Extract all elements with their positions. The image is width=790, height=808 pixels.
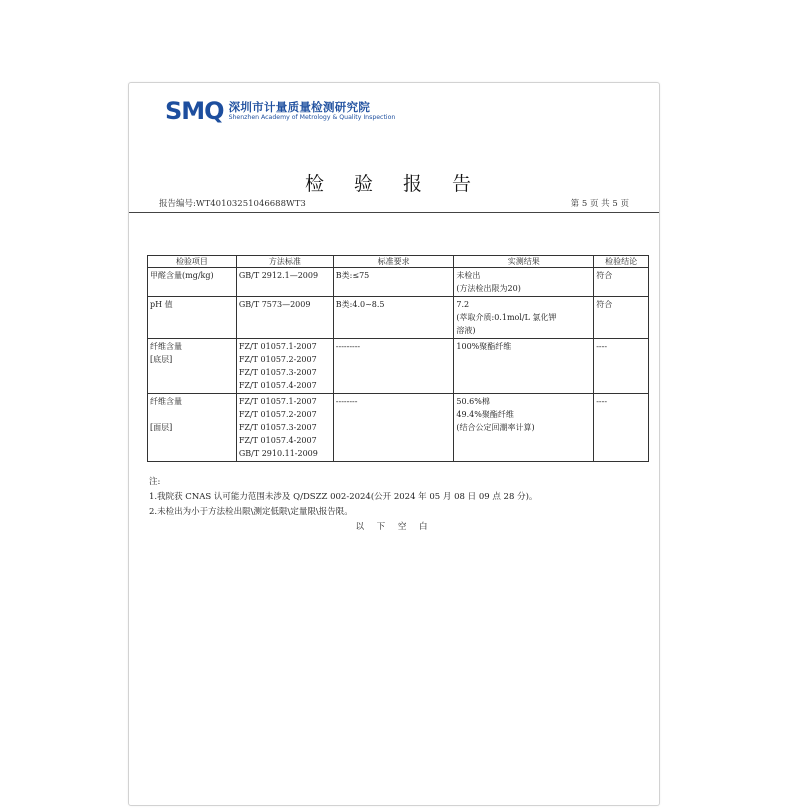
cell-line: 甲醛含量(mg/kg) xyxy=(150,271,214,280)
cell-line: 未检出 xyxy=(456,271,481,280)
test-item-cell xyxy=(148,339,237,394)
logo-text xyxy=(229,101,396,122)
column-header: 标准要求 xyxy=(333,256,454,268)
logo-mark: SMQ xyxy=(165,97,224,125)
institute-name-en: Shenzhen Academy of Metrology & Quality Inspection xyxy=(228,113,396,121)
page-indicator: 第 5 页 共 5 页 xyxy=(570,199,629,209)
column-header: 方法标准 xyxy=(236,256,333,268)
requirement-cell xyxy=(333,339,454,394)
method-standard-cell xyxy=(236,268,333,297)
cell-line: FZ/T 01057.4-2007 xyxy=(238,436,317,445)
note-line: 1.我院获 CNAS 认可能力范围未涉及 Q/DSZZ 002-2024(公开 2024 年 05 月 08 日 09 点 28 分)。 xyxy=(149,492,538,502)
cell-line: FZ/T 01057.3-2007 xyxy=(238,423,317,432)
table-row xyxy=(148,339,649,394)
cell-line: FZ/T 01057.1-2007 xyxy=(238,342,317,351)
cell-line: FZ/T 01057.1-2007 xyxy=(238,397,317,406)
cell-line: GB/T 2912.1—2009 xyxy=(238,271,319,280)
test-item-cell xyxy=(148,297,237,339)
cell-line: 纤维含量 xyxy=(150,342,182,351)
note-line: 2.未检出为小于方法检出限\测定低限\定量限\报告限。 xyxy=(149,507,353,517)
cell-line: FZ/T 01057.4-2007 xyxy=(238,381,317,390)
report-title: 检 验 报 告 xyxy=(304,173,484,195)
cell-line: 7.2 xyxy=(456,300,470,309)
report-page xyxy=(128,82,660,806)
results-table xyxy=(147,255,649,462)
requirement-cell xyxy=(333,394,454,462)
cell-line: --------- xyxy=(335,342,361,351)
test-item-cell xyxy=(148,394,237,462)
table-header-row xyxy=(148,256,649,268)
method-standard-cell xyxy=(236,339,333,394)
cell-line xyxy=(150,408,234,421)
notes-label: 注: xyxy=(149,477,161,487)
cell-line: 溶液) xyxy=(456,326,476,335)
notes xyxy=(149,475,537,520)
conclusion-cell: 符合 xyxy=(594,297,649,339)
table-row xyxy=(148,297,649,339)
cell-line: 纤维含量 xyxy=(150,397,182,406)
cell-line: 50.6%棉 xyxy=(456,397,490,406)
conclusion-cell: ---- xyxy=(594,339,649,394)
cell-line: FZ/T 01057.2-2007 xyxy=(238,355,317,364)
requirement-cell xyxy=(333,297,454,339)
column-header: 检验结论 xyxy=(594,256,649,268)
method-standard-cell xyxy=(236,297,333,339)
method-standard-cell xyxy=(236,394,333,462)
table-row xyxy=(148,394,649,462)
requirement-cell xyxy=(333,268,454,297)
cell-line: 49.4%聚酯纤维 xyxy=(456,410,514,419)
result-cell xyxy=(454,394,594,462)
cell-line: [底层] xyxy=(150,355,173,364)
result-cell xyxy=(454,297,594,339)
cell-line: FZ/T 01057.3-2007 xyxy=(238,368,317,377)
end-of-report: 以 下 空 白 xyxy=(355,522,433,532)
table-row xyxy=(148,268,649,297)
institute-name-cn: 深圳市计量质量检测研究院 xyxy=(228,99,371,114)
cell-line: (萃取介质:0.1mol/L 氯化钾 xyxy=(456,313,557,322)
test-item-cell xyxy=(148,268,237,297)
conclusion-cell: 符合 xyxy=(594,268,649,297)
cell-line: pH 值 xyxy=(150,300,173,309)
result-cell xyxy=(454,339,594,394)
cell-line: GB/T 7573—2009 xyxy=(238,300,311,309)
table-body xyxy=(148,268,649,462)
header-divider xyxy=(129,212,659,213)
conclusion-cell: ---- xyxy=(594,394,649,462)
cell-line: [面层] xyxy=(150,423,173,432)
cell-line: B类:≤75 xyxy=(335,271,370,280)
result-cell xyxy=(454,268,594,297)
column-header: 检验项目 xyxy=(148,256,237,268)
institute-logo xyxy=(165,96,395,126)
cell-line: B类:4.0~8.5 xyxy=(335,300,385,309)
cell-line: (结合公定回潮率计算) xyxy=(456,423,535,432)
cell-line: (方法检出限为20) xyxy=(456,284,521,293)
column-header: 实测结果 xyxy=(454,256,594,268)
cell-line: FZ/T 01057.2-2007 xyxy=(238,410,317,419)
cell-line: -------- xyxy=(335,397,358,406)
report-number: 报告编号:WT40103251046688WT3 xyxy=(159,199,306,209)
cell-line: 100%聚酯纤维 xyxy=(456,342,512,351)
cell-line: GB/T 2910.11-2009 xyxy=(238,449,318,458)
